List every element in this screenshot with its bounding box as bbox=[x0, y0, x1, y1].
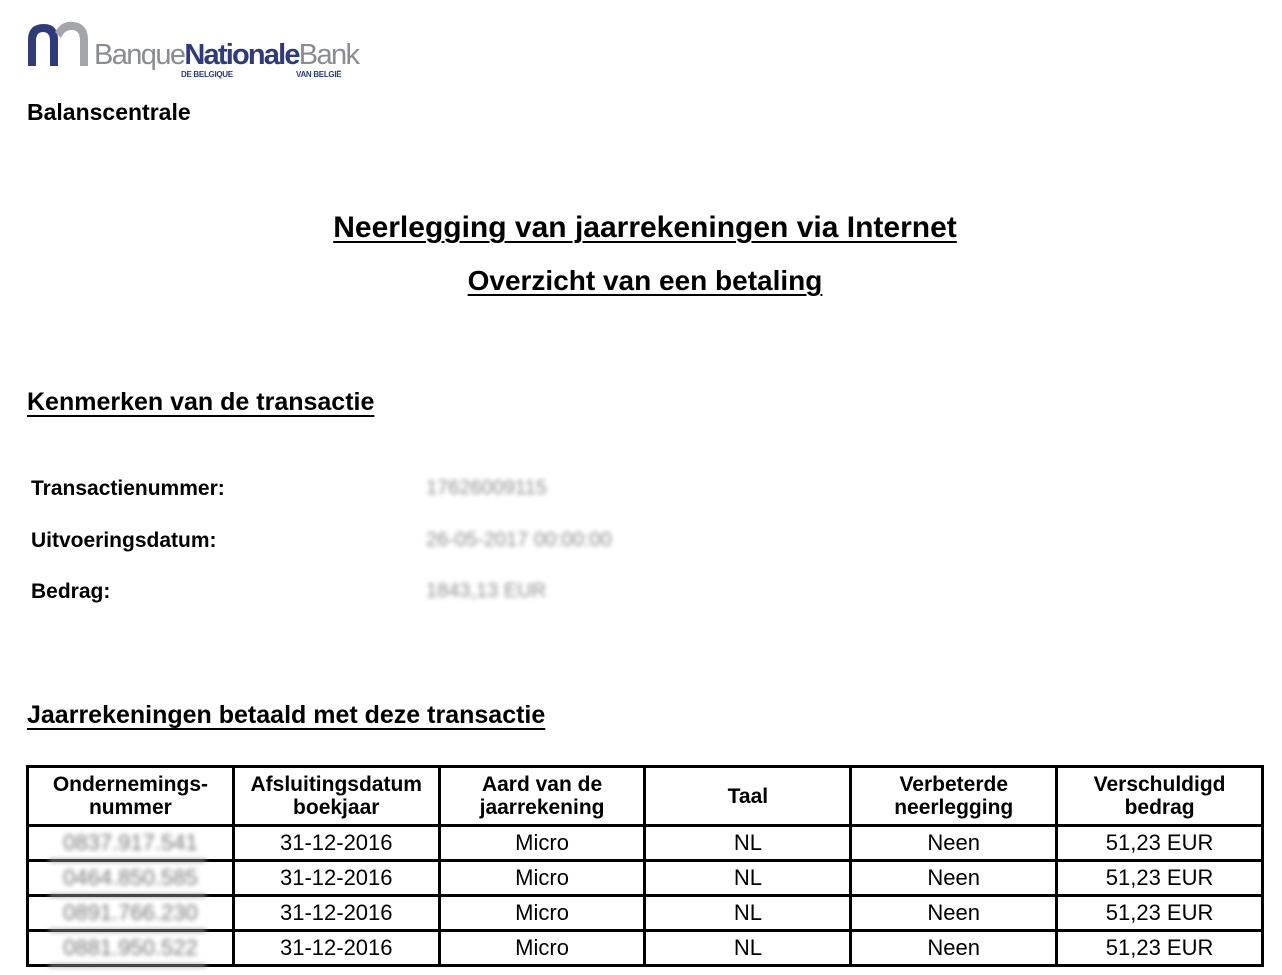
column-header-corrected-filing: Verbeterde neerlegging bbox=[851, 767, 1057, 826]
language-cell: NL bbox=[645, 896, 851, 931]
corrected-filing-cell: Neen bbox=[851, 826, 1057, 861]
amount-due-cell: 51,23 EUR bbox=[1057, 896, 1263, 931]
accounts-table bbox=[26, 765, 1264, 967]
page-title: Neerlegging van jaarrekeningen via Internet bbox=[333, 211, 957, 244]
language-cell: NL bbox=[645, 931, 851, 966]
execution-date-value: 26-05-2017 00:00:00 bbox=[426, 529, 612, 551]
table-row bbox=[28, 861, 1263, 896]
enterprise-number-cell: 0881.950.522 bbox=[28, 931, 234, 966]
transaction-number-value: 17626009115 bbox=[426, 477, 547, 499]
account-type-cell: Micro bbox=[439, 896, 645, 931]
column-header-enterprise-number: Ondernemings-nummer bbox=[28, 767, 234, 826]
table-row bbox=[28, 896, 1263, 931]
logo-subtitle-fr: DE BELGIQUE bbox=[181, 70, 233, 79]
amount-due-cell: 51,23 EUR bbox=[1057, 931, 1263, 966]
logo-subtitle-nl: VAN BELGIË bbox=[296, 70, 342, 79]
closing-date-cell: 31-12-2016 bbox=[233, 826, 439, 861]
enterprise-number-cell: 0891.766.230 bbox=[28, 896, 234, 931]
corrected-filing-cell: Neen bbox=[851, 896, 1057, 931]
enterprise-number-cell: 0464.850.585 bbox=[28, 861, 234, 896]
closing-date-cell: 31-12-2016 bbox=[233, 861, 439, 896]
corrected-filing-cell: Neen bbox=[851, 931, 1057, 966]
table-header-row bbox=[28, 767, 1263, 826]
column-header-closing-date: Afsluitingsdatum boekjaar bbox=[233, 767, 439, 826]
table-row bbox=[28, 931, 1263, 966]
closing-date-cell: 31-12-2016 bbox=[233, 896, 439, 931]
amount-due-cell: 51,23 EUR bbox=[1057, 861, 1263, 896]
amount-due-cell: 51,23 EUR bbox=[1057, 826, 1263, 861]
bank-logo bbox=[24, 18, 359, 82]
department-label: Balanscentrale bbox=[27, 99, 191, 125]
amount-label: Bedrag: bbox=[31, 580, 111, 603]
bank-logo-icon bbox=[24, 18, 92, 68]
accounts-heading: Jaarrekeningen betaald met deze transactie bbox=[27, 701, 546, 729]
transaction-heading: Kenmerken van de transactie bbox=[27, 388, 375, 416]
page-subtitle: Overzicht van een betaling bbox=[467, 265, 823, 296]
column-header-amount-due: Verschuldigd bedrag bbox=[1057, 767, 1263, 826]
table-row bbox=[28, 826, 1263, 861]
account-type-cell: Micro bbox=[439, 826, 645, 861]
amount-value: 1843,13 EUR bbox=[426, 580, 547, 602]
language-cell: NL bbox=[645, 826, 851, 861]
column-header-language: Taal bbox=[645, 767, 851, 826]
closing-date-cell: 31-12-2016 bbox=[233, 931, 439, 966]
enterprise-number-cell: 0837.917.541 bbox=[28, 826, 234, 861]
logo-wordmark: BanqueNationaleBank bbox=[94, 39, 359, 71]
language-cell: NL bbox=[645, 861, 851, 896]
column-header-account-type: Aard van de jaarrekening bbox=[439, 767, 645, 826]
transaction-number-label: Transactienummer: bbox=[31, 477, 225, 500]
account-type-cell: Micro bbox=[439, 861, 645, 896]
execution-date-label: Uitvoeringsdatum: bbox=[31, 529, 217, 552]
account-type-cell: Micro bbox=[439, 931, 645, 966]
corrected-filing-cell: Neen bbox=[851, 861, 1057, 896]
